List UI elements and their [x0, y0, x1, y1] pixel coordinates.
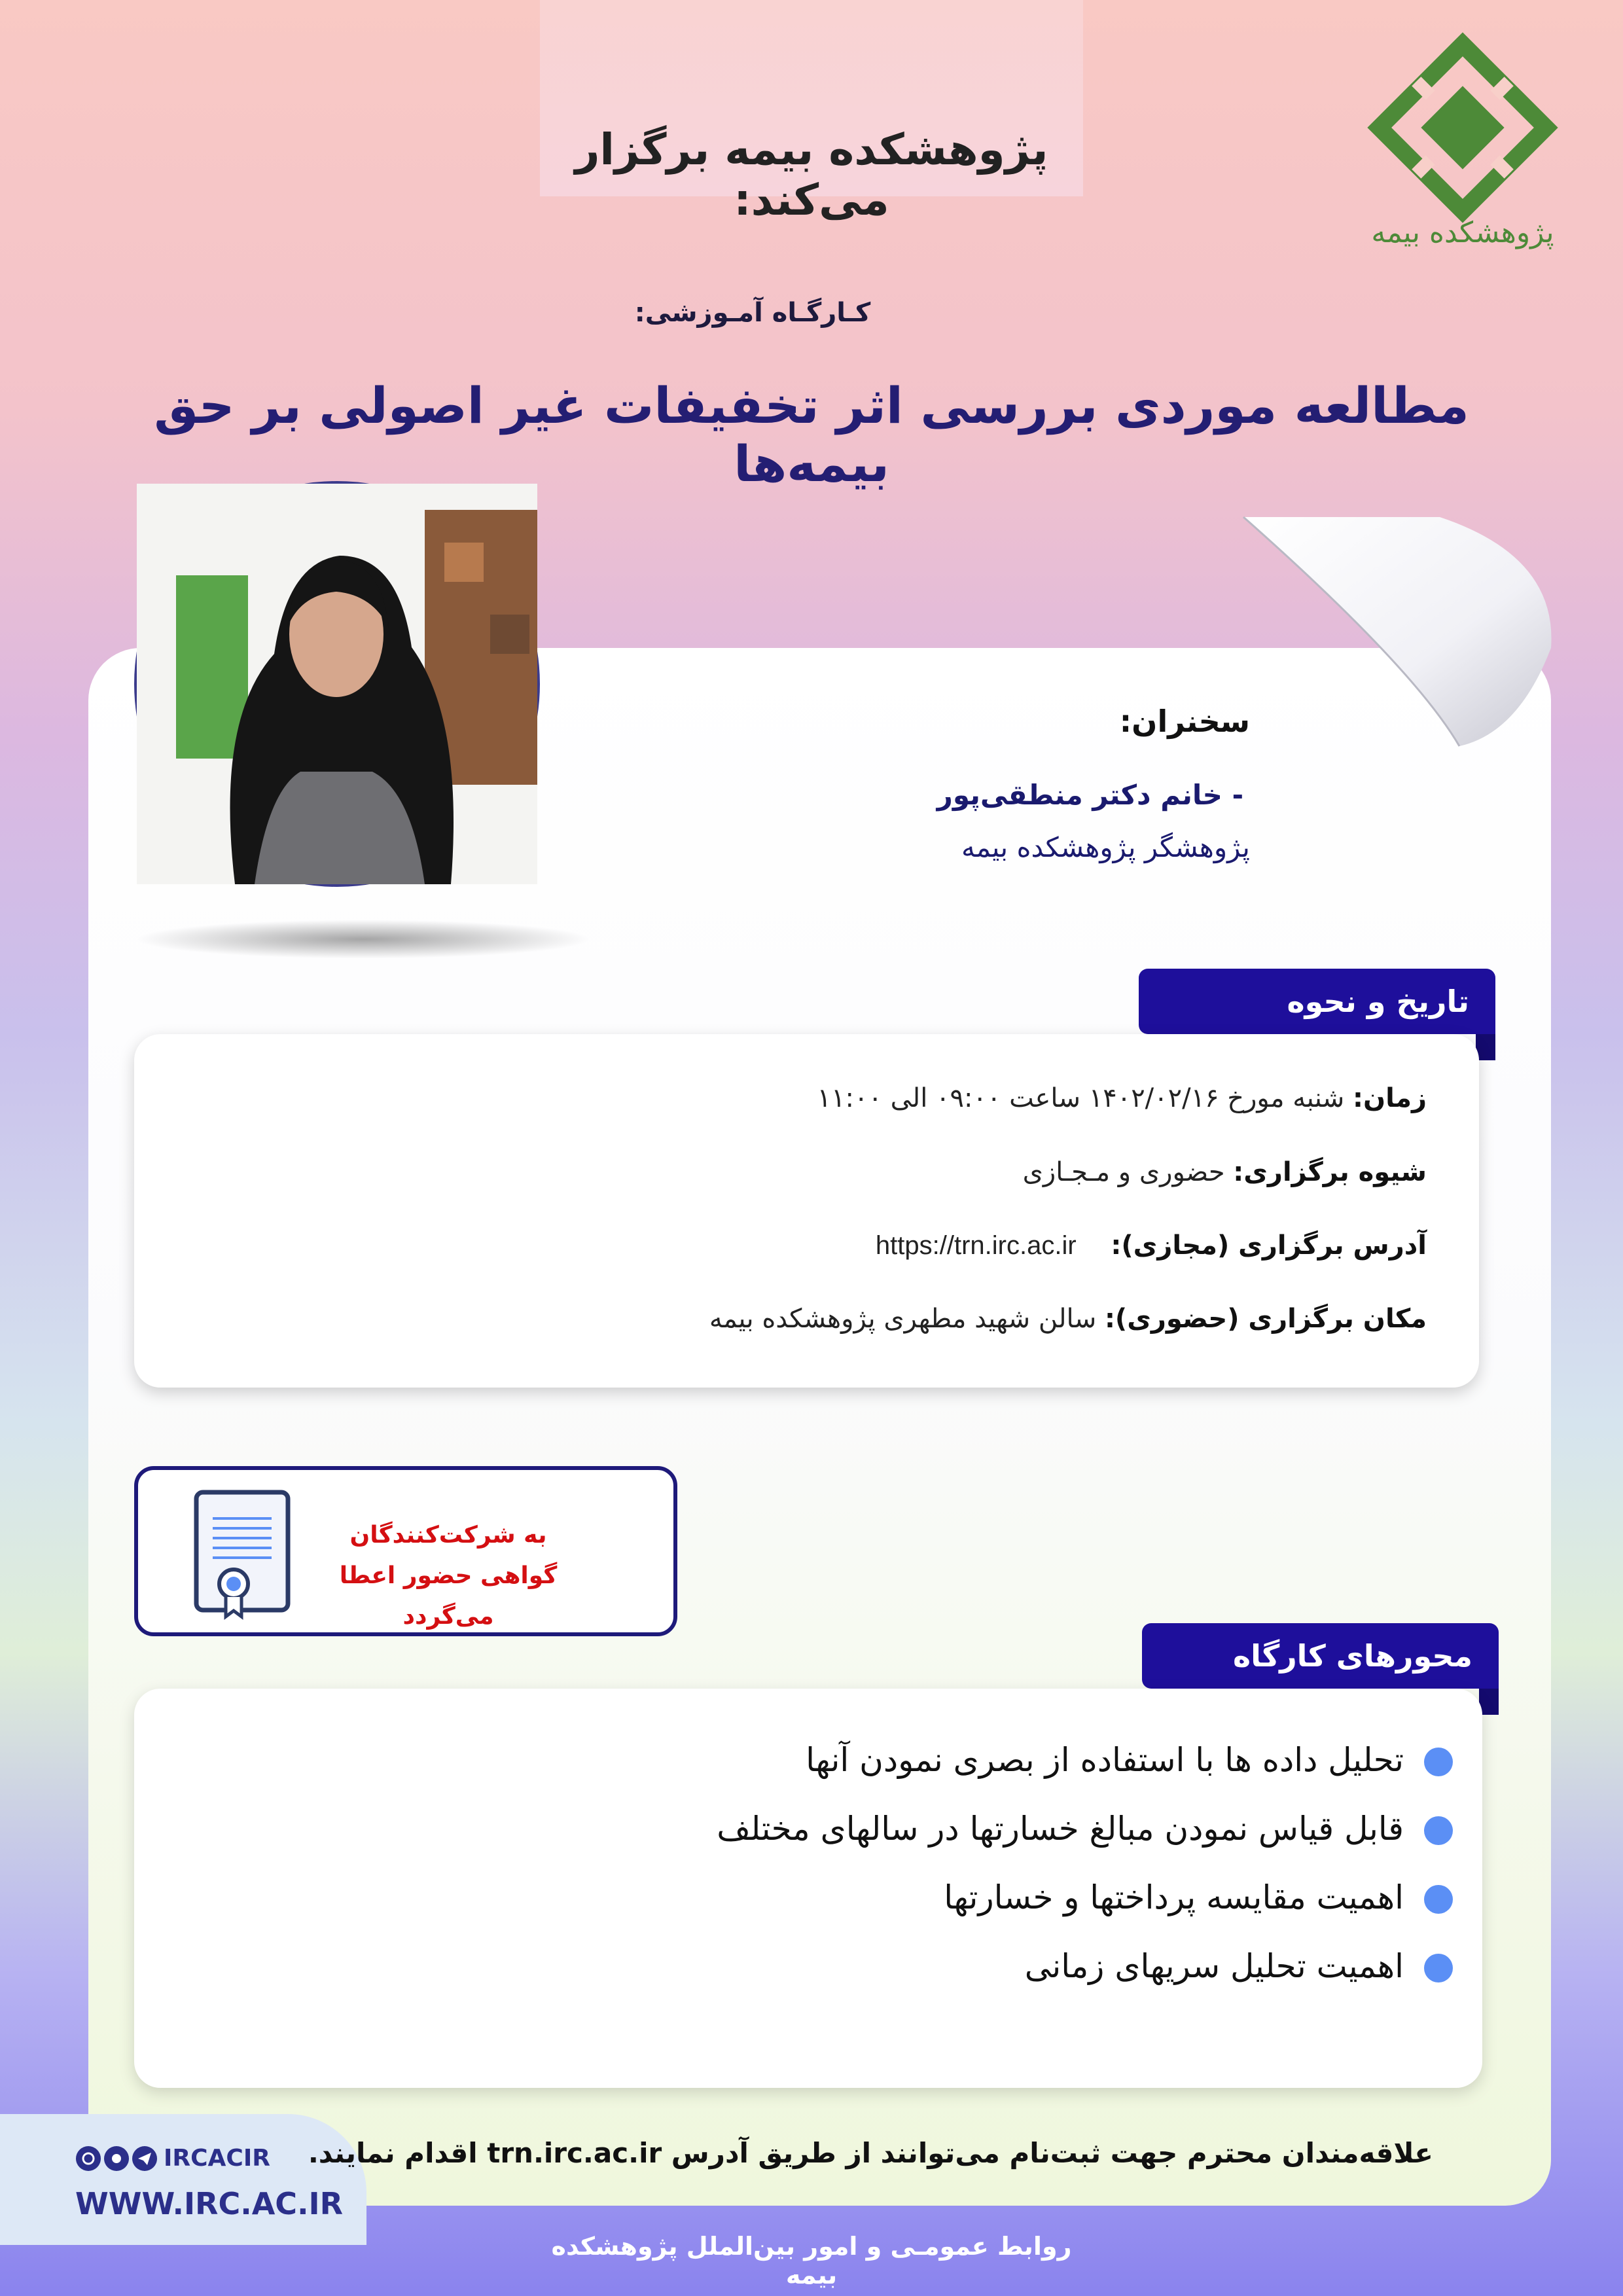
social-handle: IRCACIR: [164, 2145, 270, 2172]
logo-text: پژوهشکده بیمه: [1371, 216, 1554, 249]
time-row: [817, 1083, 1427, 1113]
time-label: زمان:: [1353, 1083, 1427, 1113]
social-icons: [75, 2142, 160, 2175]
bullet-dot: [1424, 1748, 1453, 1776]
page-curl-decoration: [1243, 517, 1558, 753]
speaker-photo: [134, 481, 540, 887]
bullet-dot: [1424, 1954, 1453, 1982]
topic-item: قابل قیاس نمودن مبالغ خسارتها در سالهای مختلف: [717, 1810, 1404, 1848]
mode-label: شیوه برگزاری:: [1233, 1157, 1427, 1187]
online-url[interactable]: https://trn.irc.ac.ir: [875, 1231, 1077, 1260]
time-value: شنبه مورخ ۱۴۰۲/۰۲/۱۶ ساعت ۰۹:۰۰ الی ۱۱:۰۰: [817, 1083, 1345, 1113]
certificate-line-1: به شرکت‌کنندگان: [349, 1522, 547, 1549]
mode-row: [1023, 1157, 1427, 1187]
organizer-title: پژوهشکده بیمه برگزار می‌کند:: [575, 124, 1048, 225]
event-title: مطالعه موردی بررسی اثر تخفیفات غیر اصولی بر حق بیمه‌ها: [154, 376, 1469, 493]
topic-item: اهمیت مقایسه پرداختها و خسارتها: [944, 1878, 1404, 1916]
speaker-name: - خانم دکتر منطقی‌پور: [936, 779, 1243, 811]
certificate-line-2: گواهی حضور اعطا می‌گردد: [339, 1562, 558, 1630]
speaker-role: پژوهشگر پژوهشکده بیمه: [961, 831, 1250, 863]
venue-label: مکان برگزاری (حضوری):: [1104, 1304, 1427, 1334]
topic-item: اهمیت تحلیل سریهای زمانی: [1025, 1947, 1404, 1985]
photo-shadow: [134, 920, 592, 959]
workshop-type-label: کـارگـاه آمـوزشی:: [634, 298, 871, 328]
topics-card: [134, 1689, 1482, 2088]
schedule-card: [134, 1034, 1479, 1388]
topic-item: تحلیل داده ها با استفاده از بصری نمودن آنها: [806, 1741, 1404, 1779]
speakers-label: سخنران:: [1119, 704, 1250, 739]
topics-badge: محورهای کارگاه: [1142, 1623, 1499, 1689]
bullet-dot: [1424, 1816, 1453, 1845]
registration-note: علاقه‌مندان محترم جهت ثبت‌نام می‌توانند از طریق آدرس trn.irc.ac.ir اقدام نمایند.: [308, 2137, 1433, 2169]
website-url[interactable]: WWW.IRC.AC.IR: [75, 2186, 344, 2221]
insurance-research-logo: [1371, 46, 1554, 268]
footer-brand-tab: [0, 2114, 366, 2245]
mode-value: حضوری و مـجـازی: [1022, 1157, 1225, 1187]
bullet-dot: [1424, 1885, 1453, 1914]
department-line: روابط عمومـی و امور بین‌الملل پژوهشکده بیمه: [551, 2232, 1072, 2289]
certificate-icon: [193, 1489, 291, 1620]
online-row: [876, 1230, 1427, 1261]
online-label: آدرس برگزاری (مجازی):: [1111, 1230, 1427, 1261]
schedule-badge: تاریخ و نحوه: [1139, 969, 1495, 1034]
instagram-icon: [76, 2146, 101, 2171]
certificate-text: [330, 1515, 566, 1637]
venue-row: [709, 1304, 1427, 1334]
venue-value: سالن شهید مطهری پژوهشکده بیمه: [709, 1304, 1097, 1334]
